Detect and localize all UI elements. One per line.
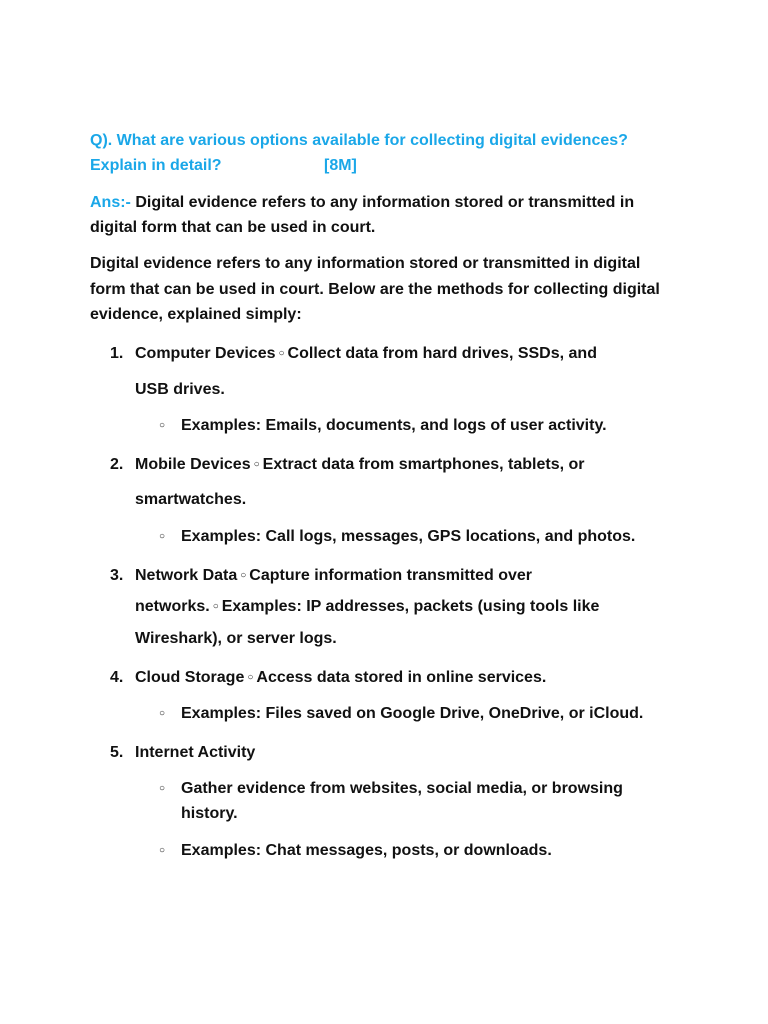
item-5-title: Internet Activity bbox=[135, 744, 256, 761]
item-3-cont: networks. bbox=[135, 598, 210, 616]
item-1-number: 1. bbox=[110, 345, 124, 362]
item-2-line bbox=[135, 455, 585, 475]
item-2-cont: smartwatches. bbox=[135, 491, 247, 508]
intro-line-1: Digital evidence refers to any information stored or transmitted in digital bbox=[90, 255, 641, 272]
item-1-sub-bullet bbox=[156, 416, 168, 436]
bullet-icon: ○ bbox=[159, 531, 166, 542]
item-5-sub1-cont: history. bbox=[181, 805, 238, 822]
item-5-sub2: Examples: Chat messages, posts, or downloads. bbox=[181, 842, 552, 859]
bullet-icon: ○ bbox=[253, 459, 260, 470]
item-5-number: 5. bbox=[110, 744, 124, 761]
item-2-number: 2. bbox=[110, 456, 124, 473]
item-3-cont2: Wireshark), or server logs. bbox=[135, 630, 337, 647]
item-1-line bbox=[135, 344, 597, 364]
item-3-desc: Capture information transmitted over bbox=[249, 567, 532, 585]
item-5-sub1-bullet bbox=[156, 779, 168, 799]
item-3-cont-line bbox=[135, 597, 599, 617]
bullet-icon: ○ bbox=[247, 672, 254, 683]
item-4-line bbox=[135, 668, 546, 688]
item-2-desc: Extract data from smartphones, tablets, or bbox=[262, 456, 585, 474]
item-5-sub2-bullet bbox=[156, 841, 168, 861]
bullet-icon: ○ bbox=[159, 845, 166, 856]
item-4-desc: Access data stored in online services. bbox=[256, 669, 547, 687]
answer-label: Ans:- bbox=[90, 194, 131, 211]
item-1-sub: Examples: Emails, documents, and logs of user activity. bbox=[181, 417, 607, 434]
question-marks: [8M] bbox=[324, 157, 357, 174]
item-4-sub-bullet bbox=[156, 704, 168, 724]
bullet-icon: ○ bbox=[278, 348, 285, 359]
item-4-sub: Examples: Files saved on Google Drive, OneDrive, or iCloud. bbox=[181, 705, 644, 722]
intro-line-2: form that can be used in court. Below are the methods for collecting digital bbox=[90, 281, 660, 298]
item-2-sub: Examples: Call logs, messages, GPS locations, and photos. bbox=[181, 528, 636, 545]
bullet-icon: ○ bbox=[159, 708, 166, 719]
item-3-line bbox=[135, 566, 532, 586]
item-1-desc: Collect data from hard drives, SSDs, and bbox=[287, 345, 597, 363]
item-1-title: Computer Devices bbox=[135, 345, 276, 363]
bullet-icon: ○ bbox=[159, 420, 166, 431]
item-1-cont: USB drives. bbox=[135, 381, 225, 398]
bullet-icon: ○ bbox=[159, 783, 166, 794]
item-4-number: 4. bbox=[110, 669, 124, 686]
answer-line-2: digital form that can be used in court. bbox=[90, 219, 376, 236]
answer-text-1: Digital evidence refers to any information stored or transmitted in bbox=[135, 194, 635, 211]
bullet-icon: ○ bbox=[212, 601, 219, 612]
item-2-title: Mobile Devices bbox=[135, 456, 251, 474]
bullet-icon: ○ bbox=[240, 570, 247, 581]
question-line-2: Explain in detail? bbox=[90, 157, 222, 174]
item-3-title: Network Data bbox=[135, 567, 238, 585]
answer-line-1 bbox=[90, 193, 634, 213]
item-2-sub-bullet bbox=[156, 527, 168, 547]
question-line-1: Q). What are various options available for collecting digital evidences? bbox=[90, 132, 628, 149]
item-4-title: Cloud Storage bbox=[135, 669, 245, 687]
item-3-number: 3. bbox=[110, 567, 124, 584]
item-3-cont-after: Examples: IP addresses, packets (using tools like bbox=[221, 598, 600, 616]
item-5-sub1: Gather evidence from websites, social media, or browsing bbox=[181, 780, 623, 797]
intro-line-3: evidence, explained simply: bbox=[90, 306, 302, 323]
